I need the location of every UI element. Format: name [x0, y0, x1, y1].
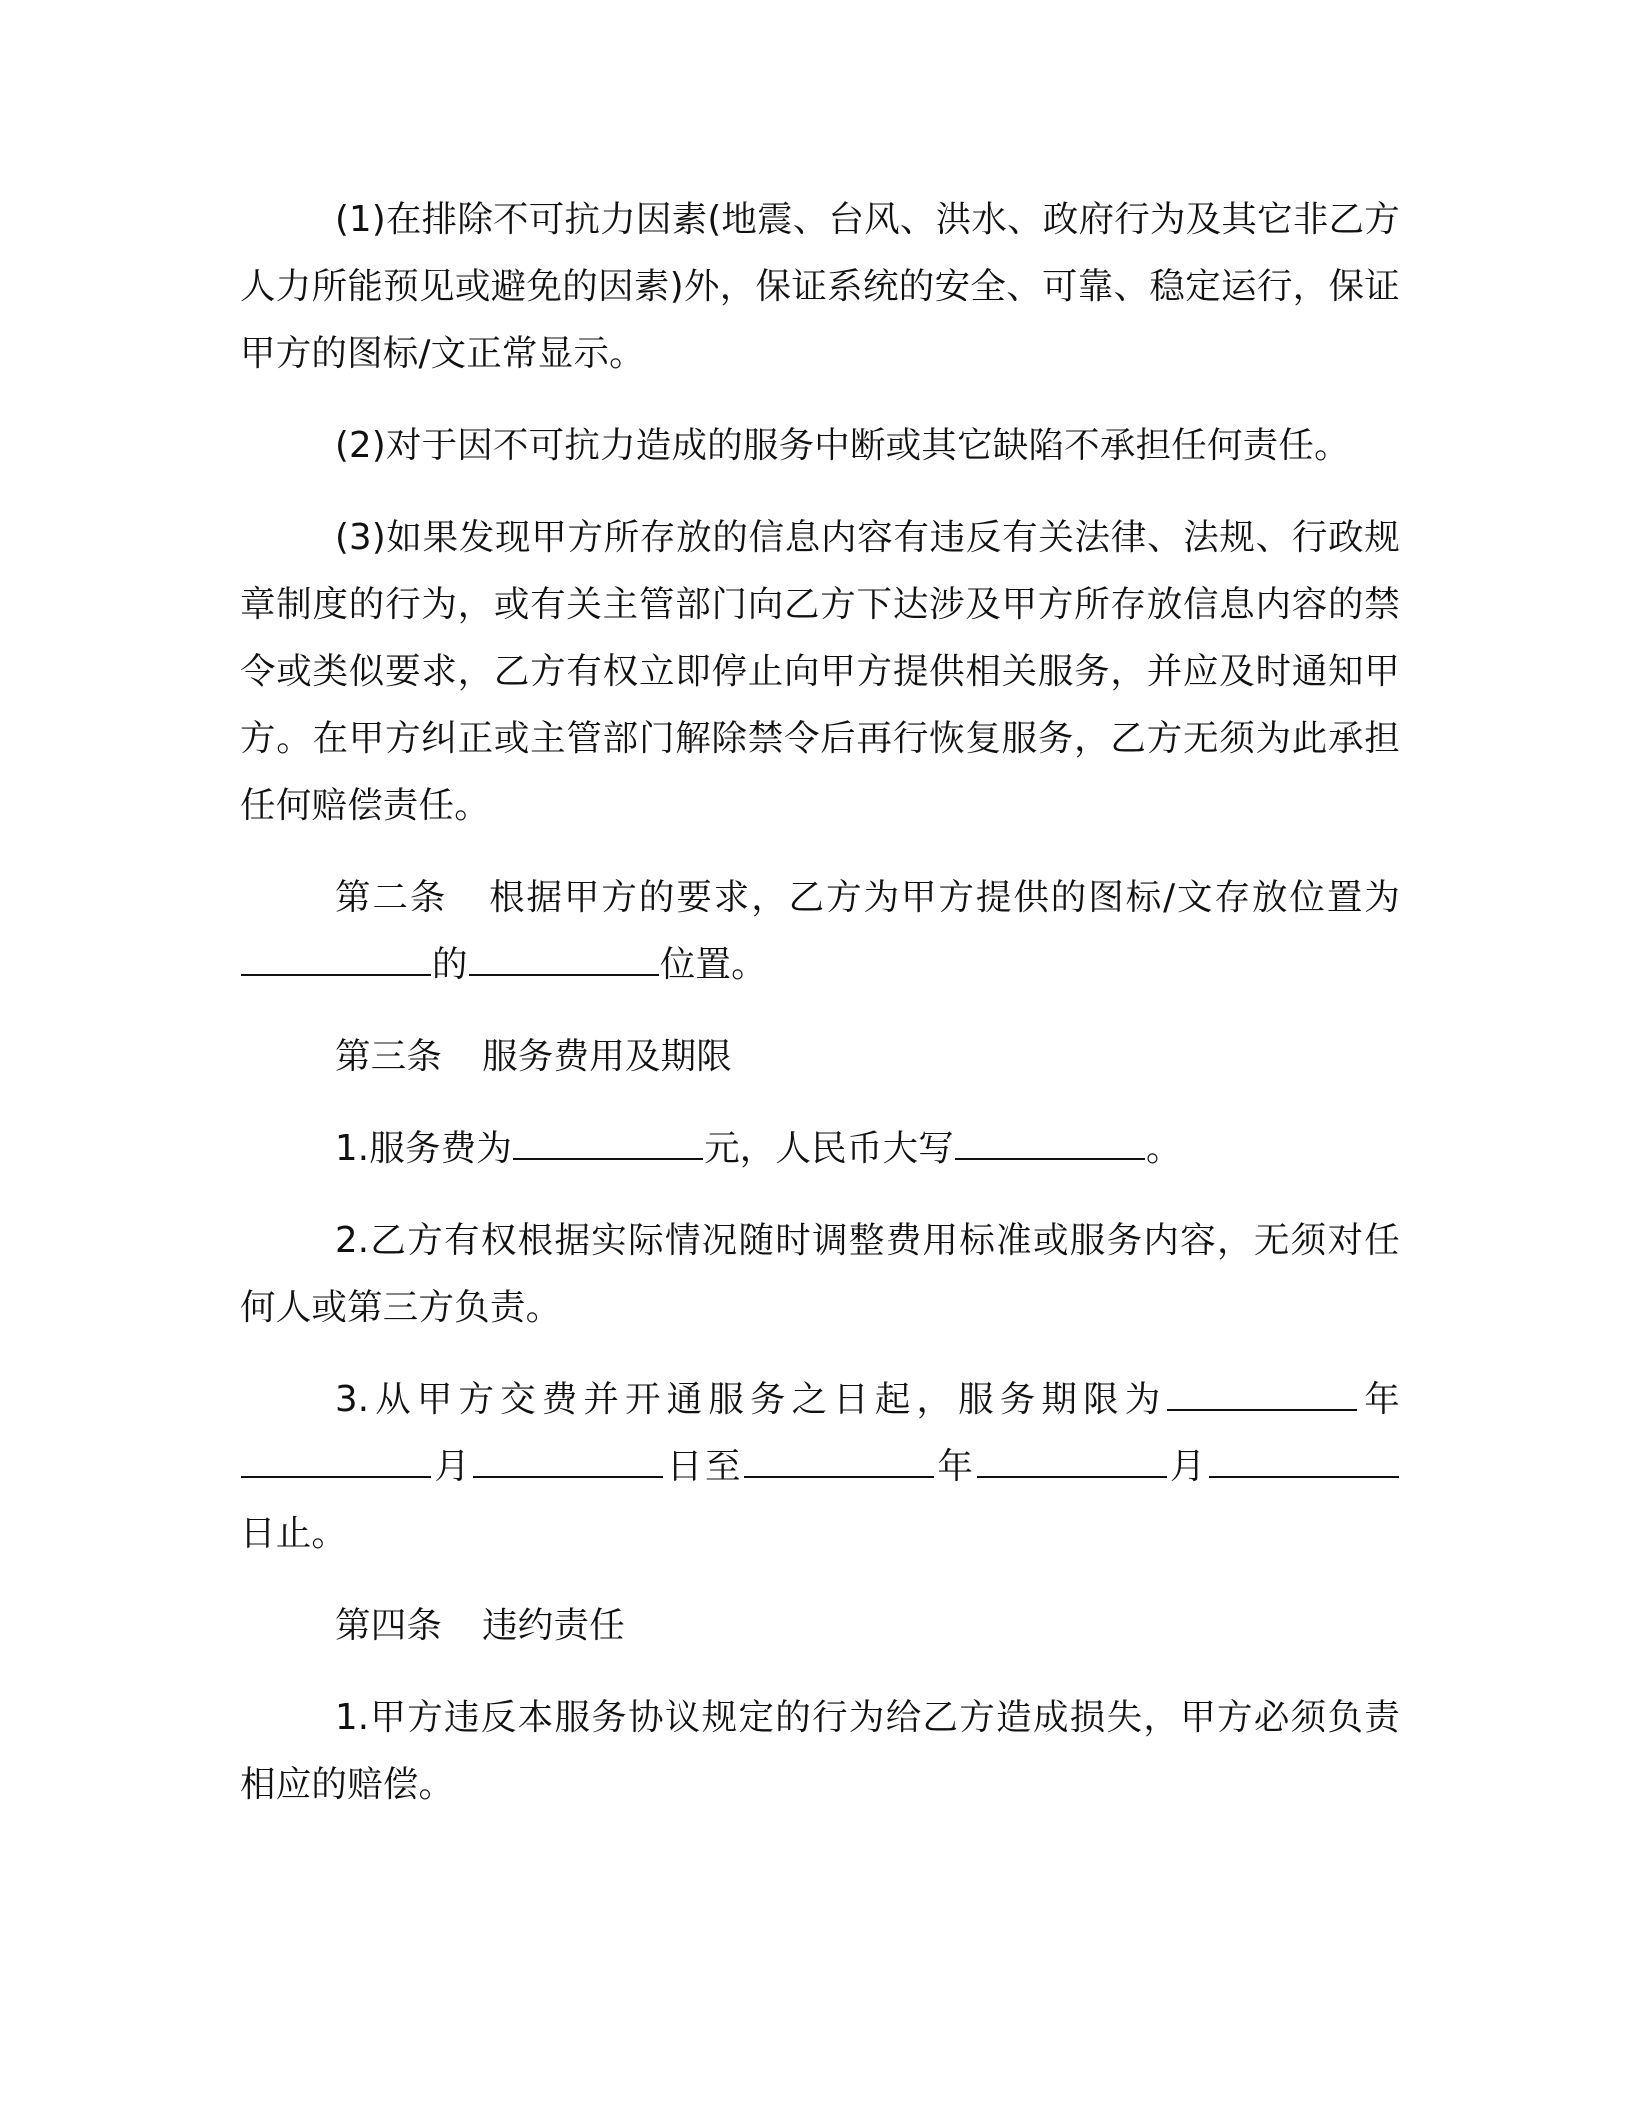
article-3-title: 服务费用及期限 [482, 1036, 733, 1077]
term-end: 日止。 [240, 1513, 348, 1554]
liability-1-paragraph: 1.甲方违反本服务协议规定的行为给乙方造成损失，甲方必须负责相应的赔偿。 [240, 1697, 1400, 1805]
article-2-text-c: 位置。 [659, 944, 767, 985]
article-2-paragraph [240, 864, 1400, 998]
term-text-a: 3.从甲方交费并开通服务之日起，服务期限为 [335, 1379, 1167, 1420]
term-end-month-blank [977, 1475, 1167, 1478]
fee-amount-blank [513, 1157, 703, 1160]
adjust-paragraph: 2.乙方有权根据实际情况随时调整费用标准或服务内容，无须对任何人或第三方负责。 [240, 1220, 1400, 1328]
article-2-text-a: 根据甲方的要求，乙方为甲方提供的图标/文存放位置为 [487, 877, 1400, 918]
term-end-day-blank [1209, 1475, 1399, 1478]
term-paragraph [240, 1366, 1400, 1567]
term-month-2: 月 [1167, 1446, 1209, 1487]
fee-capital-blank [955, 1157, 1145, 1160]
location-blank-1 [241, 973, 431, 976]
fee-text-a: 1.服务费为 [335, 1128, 513, 1169]
term-year-2: 年 [935, 1446, 976, 1487]
article-3-heading: 第三条 [335, 1036, 443, 1077]
article-2-text-b: 的 [432, 944, 468, 985]
location-blank-2 [469, 973, 659, 976]
article-2-heading: 第二条 [335, 877, 448, 918]
term-month-1: 月 [432, 1446, 473, 1487]
clause-3-paragraph: (3)如果发现甲方所存放的信息内容有违反有关法律、法规、行政规章制度的行为，或有关主管部门向乙方下达涉及甲方所存放信息内容的禁令或类似要求，乙方有权立即停止向甲方提供相关服务，并应及时通知甲方。在甲方纠正或主管部门解除禁令后再行恢复服务，乙方无须为此承担任何赔偿责任。 [240, 517, 1400, 826]
article-4-heading-paragraph [240, 1592, 1400, 1659]
article-3-heading-paragraph [240, 1023, 1400, 1090]
clause-2-paragraph: (2)对于因不可抗力造成的服务中断或其它缺陷不承担任何责任。 [335, 425, 1350, 466]
clause-1-paragraph: (1)在排除不可抗力因素(地震、台风、洪水、政府行为及其它非乙方人力所能预见或避免的因素)外，保证系统的安全、可靠、稳定运行，保证甲方的图标/文正常显示。 [240, 199, 1400, 374]
fee-paragraph [240, 1115, 1400, 1182]
term-day-1: 日至 [664, 1446, 744, 1487]
document-body [240, 186, 1400, 1818]
term-start-day-blank [473, 1475, 663, 1478]
term-end-year-blank [744, 1475, 934, 1478]
term-start-month-blank [241, 1475, 431, 1478]
fee-text-c: 。 [1145, 1128, 1182, 1169]
article-4-heading: 第四条 [335, 1605, 443, 1646]
article-4-title: 违约责任 [482, 1605, 625, 1646]
fee-text-b: 元，人民币大写 [704, 1128, 954, 1169]
term-year-1: 年 [1358, 1379, 1400, 1420]
term-start-year-blank [1167, 1408, 1357, 1411]
